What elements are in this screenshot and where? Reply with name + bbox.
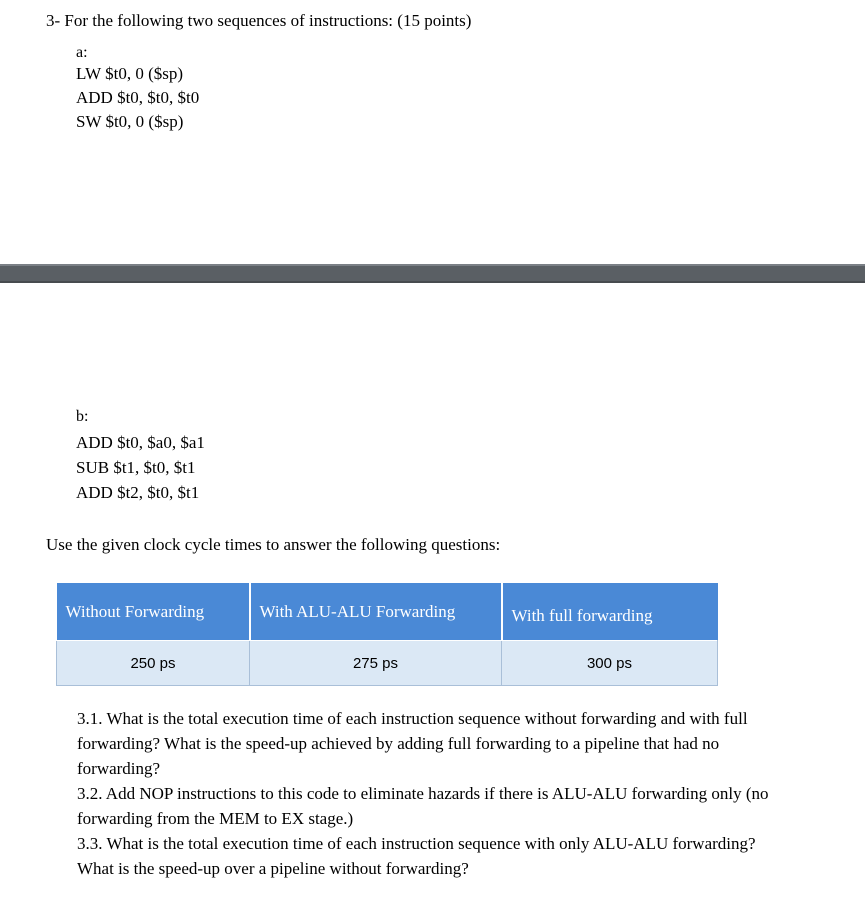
instruction-line: ADD $t2, $t0, $t1 [76,483,200,502]
subquestion: 3.1. What is the total execution time of each instruction sequence without forwarding and with full forwarding? What is the speed-up achieved by adding full forwarding to a pipeline that had no forwarding? [77,709,748,778]
subquestion: 3.2. Add NOP instructions to this code to eliminate hazards if there is ALU-ALU forwarding only (no forwarding from the MEM to EX stage.) [77,784,769,828]
table-cell: 275 ps [250,641,502,686]
table-cell: 300 ps [502,641,718,686]
page-divider [0,264,865,283]
instruction-line: LW $t0, 0 ($sp) [76,64,184,83]
subquestions [77,706,777,881]
sequence-a-label: a: [76,44,88,61]
table-header-row [57,583,718,641]
table-header-cell: Without Forwarding [57,583,250,641]
question-title: 3- For the following two sequences of instructions: (15 points) [46,11,472,30]
instruction-line: ADD $t0, $t0, $t0 [76,88,200,107]
sequence-b-instructions [76,433,205,508]
instruction-line: SUB $t1, $t0, $t1 [76,458,196,477]
sequence-b-label: b: [76,408,89,425]
instruction-line: SW $t0, 0 ($sp) [76,112,184,131]
intro-text: Use the given clock cycle times to answer the following questions: [46,535,501,554]
clock-cycle-table [56,583,718,686]
table-row [57,641,718,686]
subquestion: 3.3. What is the total execution time of each instruction sequence with only ALU-ALU forwarding? What is the speed-up over a pipeline without forwarding? [77,834,756,878]
sequence-a-instructions [76,64,199,136]
table-header-cell: With ALU-ALU Forwarding [250,583,502,641]
table-cell: 250 ps [57,641,250,686]
table-header-cell: With full forwarding [502,583,718,641]
instruction-line: ADD $t0, $a0, $a1 [76,433,205,452]
